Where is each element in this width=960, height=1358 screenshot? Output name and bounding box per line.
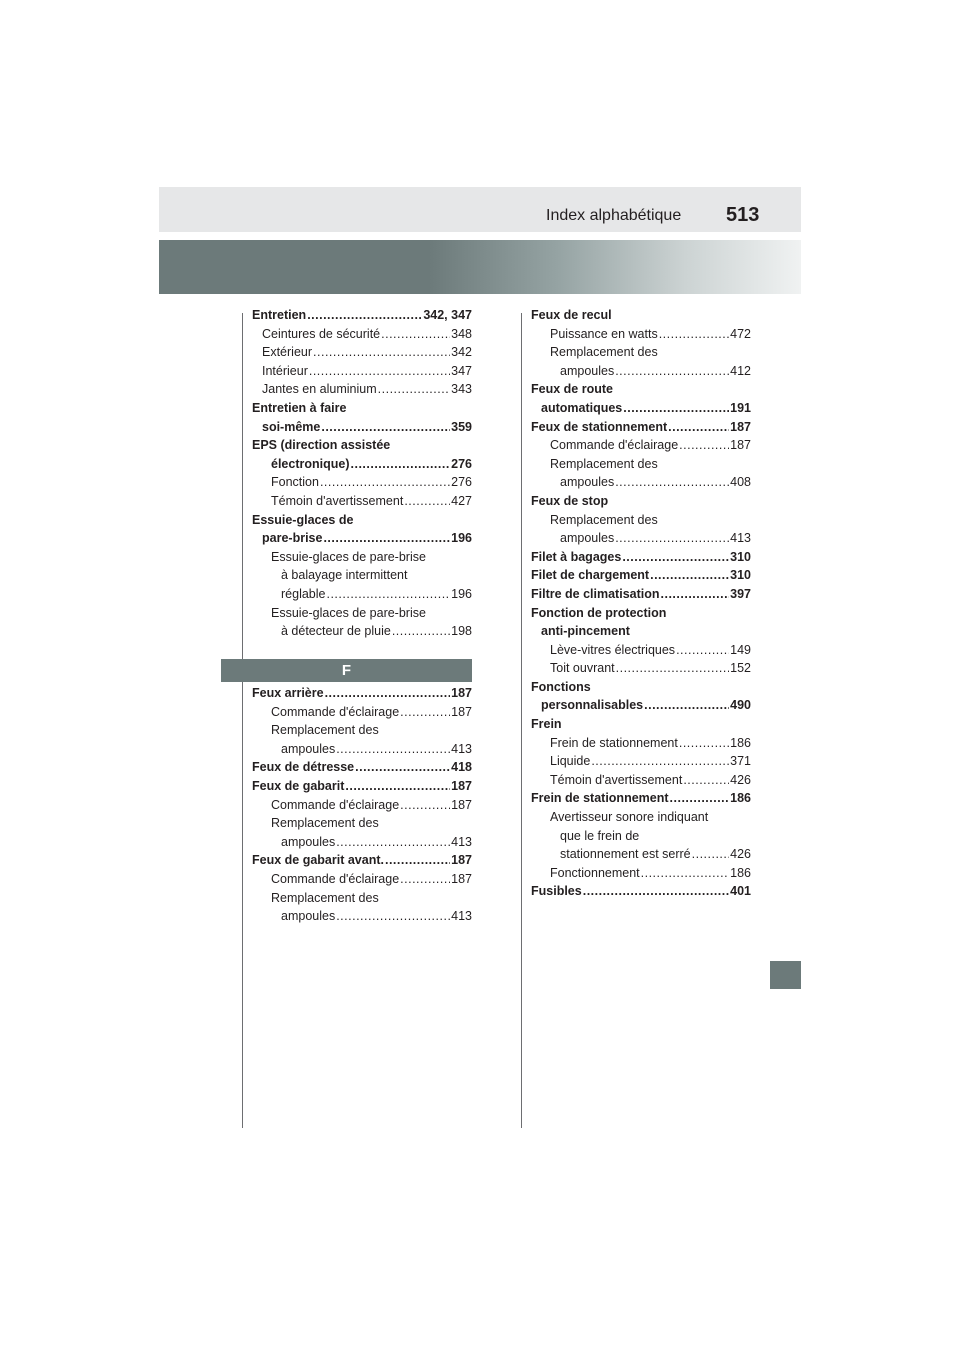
index-entry [531, 734, 751, 753]
index-entry-page[interactable]: 342 [451, 345, 472, 360]
index-entry-page[interactable]: 187 [451, 797, 472, 812]
index-entry [252, 622, 472, 641]
dot-leader [345, 777, 450, 796]
page-number: 513 [726, 204, 760, 226]
index-entry [531, 306, 751, 325]
index-entry-page[interactable]: 490 [730, 698, 751, 713]
index-entry [252, 833, 472, 852]
index-entry-term: que le frein de [560, 828, 640, 843]
index-entry [531, 789, 751, 808]
index-entry-page[interactable]: 149 [730, 642, 751, 657]
index-entry [531, 325, 751, 344]
index-entry [531, 380, 751, 399]
page-header-bar [159, 187, 801, 232]
dot-leader [323, 529, 450, 548]
index-entry-term: Essuie-glaces de pare-brise [271, 605, 426, 620]
index-entry-page[interactable]: 413 [730, 531, 751, 546]
dot-leader [400, 796, 450, 815]
index-entry-term: Feux arrière [252, 686, 324, 700]
index-entry-term: pare-brise [262, 531, 323, 546]
index-entry-term: Fonction [271, 475, 319, 490]
index-entry [252, 585, 472, 604]
index-entry-term: Fusibles [531, 884, 582, 899]
index-entry-page[interactable]: 426 [730, 847, 751, 862]
index-entry [252, 399, 472, 418]
index-entry-page[interactable]: 187 [451, 871, 472, 886]
index-entry [531, 659, 751, 678]
page-title: Index alphabétique [546, 207, 682, 224]
dot-leader [400, 870, 450, 889]
index-entry-page[interactable]: 418 [451, 760, 472, 775]
index-entry-page[interactable]: 191 [730, 400, 751, 415]
index-entry-term: Remplacement des [271, 816, 379, 831]
index-entry-page[interactable]: 187 [730, 419, 751, 434]
index-entry [252, 473, 472, 492]
dot-leader [683, 771, 729, 790]
dot-leader [641, 864, 730, 883]
index-entry-term: Lève-vitres électriques [550, 642, 676, 657]
index-entry-page[interactable]: 276 [451, 456, 472, 471]
index-entry-page[interactable]: 186 [730, 865, 751, 880]
index-entry-term: électronique) [271, 456, 350, 471]
index-entry [252, 529, 472, 548]
index-entry-term: Essuie-glaces de pare-brise [271, 549, 426, 564]
index-entry-page[interactable]: 198 [451, 624, 472, 639]
dot-leader [583, 882, 729, 901]
index-entry [252, 455, 472, 474]
index-entry-term: Commande d'éclairage [271, 704, 400, 719]
index-entry-page[interactable]: 186 [730, 791, 751, 806]
index-entry-term: Fonction de protection [531, 605, 667, 620]
dot-leader [404, 492, 450, 511]
index-entry [252, 851, 472, 870]
dot-leader [400, 703, 450, 722]
index-entry-term: Feux de gabarit [252, 778, 345, 793]
index-entry-page[interactable]: 347 [451, 363, 472, 378]
index-entry-term: ampoules [281, 834, 336, 849]
index-entry [531, 455, 751, 474]
index-entry-page[interactable]: 413 [451, 909, 472, 924]
index-entry-term: Filtre de climatisation [531, 586, 660, 601]
index-entry-page[interactable]: 187 [451, 853, 472, 868]
index-entry [531, 473, 751, 492]
index-entry-term: Feux de gabarit avant. [252, 853, 384, 868]
index-entry-term: automatiques [541, 400, 623, 415]
dot-leader [381, 325, 450, 344]
index-entry-term: Remplacement des [550, 456, 658, 471]
index-entry [252, 907, 472, 926]
dot-leader [659, 325, 729, 344]
index-entry-term: Commande d'éclairage [271, 797, 400, 812]
index-entry [252, 492, 472, 511]
index-entry-page[interactable]: 187 [451, 686, 472, 700]
index-entry [252, 566, 472, 585]
index-entry-page[interactable]: 343 [451, 382, 472, 397]
index-column-1-top [252, 306, 472, 641]
dot-leader [336, 740, 450, 759]
index-entry-term: Fonctionnement [550, 865, 640, 880]
index-entry-page[interactable]: 342, 347 [423, 308, 472, 322]
index-entry [252, 343, 472, 362]
index-entry [531, 529, 751, 548]
middle-column-rule [521, 313, 522, 1128]
index-entry-term: à détecteur de pluie [281, 624, 391, 639]
index-entry-term: Feux de stationnement [531, 419, 668, 434]
index-entry [531, 566, 751, 585]
dot-leader [670, 789, 730, 808]
dot-leader [615, 529, 729, 548]
index-entry-page[interactable]: 408 [730, 475, 751, 490]
header-gradient-band [159, 240, 801, 294]
index-entry [252, 325, 472, 344]
dot-leader [615, 362, 729, 381]
index-entry-term: à balayage intermittent [281, 568, 408, 583]
index-entry [252, 604, 472, 623]
index-entry-term: Filet à bagages [531, 549, 622, 564]
index-entry [531, 362, 751, 381]
index-entry [531, 808, 751, 827]
index-entry-term: ampoules [281, 741, 336, 756]
dot-leader [313, 343, 450, 362]
dot-leader [392, 622, 450, 641]
index-entry-term: Feux de recul [531, 308, 612, 322]
index-entry-page[interactable]: 472 [730, 326, 751, 341]
index-entry [252, 548, 472, 567]
index-entry-term: ampoules [560, 363, 615, 378]
dot-leader [385, 851, 450, 870]
index-entry-term: Entretien à faire [252, 400, 347, 415]
dot-leader [676, 641, 729, 660]
index-entry [531, 771, 751, 790]
dot-leader [661, 585, 730, 604]
dot-leader [623, 399, 729, 418]
index-entry [252, 362, 472, 381]
index-entry [531, 882, 751, 901]
index-entry-term: Entretien [252, 308, 307, 322]
index-entry [252, 777, 472, 796]
dot-leader [378, 380, 450, 399]
index-entry-page[interactable]: 196 [451, 586, 472, 601]
index-entry-term: ampoules [560, 531, 615, 546]
index-entry [252, 721, 472, 740]
index-entry-page[interactable]: 427 [451, 493, 472, 508]
dot-leader [644, 696, 729, 715]
index-entry-term: Extérieur [262, 345, 313, 360]
index-column-2 [531, 306, 751, 901]
dot-leader [307, 306, 422, 325]
index-entry-term: Fonctions [531, 679, 591, 694]
index-entry [531, 585, 751, 604]
index-entry-term: Ceintures de sécurité [262, 326, 381, 341]
index-entry-term: Remplacement des [271, 723, 379, 738]
index-entry [252, 814, 472, 833]
index-entry [531, 622, 751, 641]
index-entry-term: Liquide [550, 754, 591, 769]
index-entry-page[interactable]: 348 [451, 326, 472, 341]
index-entry-page[interactable]: 196 [451, 531, 472, 546]
index-entry-term: Feux de route [531, 382, 613, 397]
index-entry [531, 343, 751, 362]
index-entry [531, 845, 751, 864]
index-entry [252, 684, 472, 703]
index-entry-page[interactable]: 186 [730, 735, 751, 750]
index-entry [531, 678, 751, 697]
index-entry-term: Puissance en watts [550, 326, 658, 341]
index-entry-page[interactable]: 359 [451, 419, 472, 434]
index-entry [531, 827, 751, 846]
index-entry [252, 511, 472, 530]
index-entry-term: Feux de détresse [252, 760, 355, 775]
index-entry [531, 715, 751, 734]
index-entry-term: Feux de stop [531, 493, 609, 508]
dot-leader [309, 362, 450, 381]
index-entry-term: Remplacement des [271, 890, 379, 905]
section-letter-f: F [221, 659, 472, 682]
dot-leader [668, 418, 729, 437]
index-entry [531, 604, 751, 623]
index-entry-page[interactable]: 397 [730, 586, 751, 601]
index-entry-term: Avertisseur sonore indiquant [550, 810, 709, 825]
index-entry [252, 703, 472, 722]
index-entry-term: Remplacement des [550, 345, 658, 360]
index-entry [531, 492, 751, 511]
dot-leader [336, 907, 450, 926]
index-entry-page[interactable]: 276 [451, 475, 472, 490]
index-entry-term: anti-pincement [541, 624, 630, 639]
dot-leader [591, 752, 729, 771]
index-entry-term: Essuie-glaces de [252, 512, 354, 527]
index-entry [531, 864, 751, 883]
index-entry-page[interactable]: 310 [730, 568, 751, 583]
index-entry-page[interactable]: 413 [451, 741, 472, 756]
index-entry-term: Remplacement des [550, 512, 658, 527]
index-entry [252, 758, 472, 777]
dot-leader [616, 659, 730, 678]
index-entry-term: soi-même [262, 419, 321, 434]
index-entry [252, 740, 472, 759]
index-entry-page[interactable]: 413 [451, 834, 472, 849]
index-entry [531, 418, 751, 437]
dot-leader [321, 418, 450, 437]
index-entry [531, 511, 751, 530]
index-entry-page[interactable]: 187 [451, 778, 472, 793]
left-margin-rule [242, 313, 243, 1128]
dot-leader [325, 684, 451, 703]
index-entry-term: Commande d'éclairage [550, 438, 679, 453]
index-entry-page[interactable]: 152 [730, 661, 751, 676]
index-entry-page[interactable]: 310 [730, 549, 751, 564]
index-entry-term: Filet de chargement [531, 568, 650, 583]
dot-leader [326, 585, 450, 604]
index-entry [252, 418, 472, 437]
chapter-thumb-tab [770, 961, 801, 989]
dot-leader [650, 566, 729, 585]
index-entry-term: Jantes en aluminium [262, 382, 377, 397]
dot-leader [351, 455, 451, 474]
index-entry-term: Frein [531, 717, 562, 732]
index-column-1-bottom [252, 684, 472, 926]
index-entry-page[interactable]: 371 [730, 754, 751, 769]
index-entry-term: réglable [281, 586, 326, 601]
index-entry [531, 752, 751, 771]
dot-leader [615, 473, 729, 492]
index-entry-term: Intérieur [262, 363, 308, 378]
index-entry-term: personnalisables [541, 698, 644, 713]
index-entry [252, 870, 472, 889]
index-entry [252, 436, 472, 455]
index-entry [252, 306, 472, 325]
index-entry [531, 641, 751, 660]
index-entry-term: ampoules [560, 475, 615, 490]
index-entry-term: Témoin d'avertissement [550, 772, 683, 787]
index-entry-term: Frein de stationnement [550, 735, 678, 750]
index-entry-page[interactable]: 187 [451, 704, 472, 719]
index-entry-term: EPS (direction assistée [252, 438, 391, 453]
index-entry [531, 548, 751, 567]
index-entry-page[interactable]: 401 [730, 884, 751, 899]
index-entry-term: Témoin d'avertissement [271, 493, 404, 508]
dot-leader [679, 436, 729, 455]
dot-leader [679, 734, 729, 753]
index-entry-term: Frein de stationnement [531, 791, 669, 806]
index-entry-page[interactable]: 426 [730, 772, 751, 787]
index-entry [252, 796, 472, 815]
index-entry [531, 696, 751, 715]
index-entry [252, 380, 472, 399]
dot-leader [622, 548, 729, 567]
index-entry [531, 399, 751, 418]
index-entry-term: Commande d'éclairage [271, 871, 400, 886]
dot-leader [320, 473, 450, 492]
index-entry-term: ampoules [281, 909, 336, 924]
dot-leader [355, 758, 450, 777]
index-entry-term: Toit ouvrant [550, 661, 615, 676]
index-entry-page[interactable]: 412 [730, 363, 751, 378]
dot-leader [692, 845, 730, 864]
index-entry-page[interactable]: 187 [730, 438, 751, 453]
index-entry-term: stationnement est serré [560, 847, 691, 862]
index-entry [252, 889, 472, 908]
dot-leader [336, 833, 450, 852]
index-entry [531, 436, 751, 455]
